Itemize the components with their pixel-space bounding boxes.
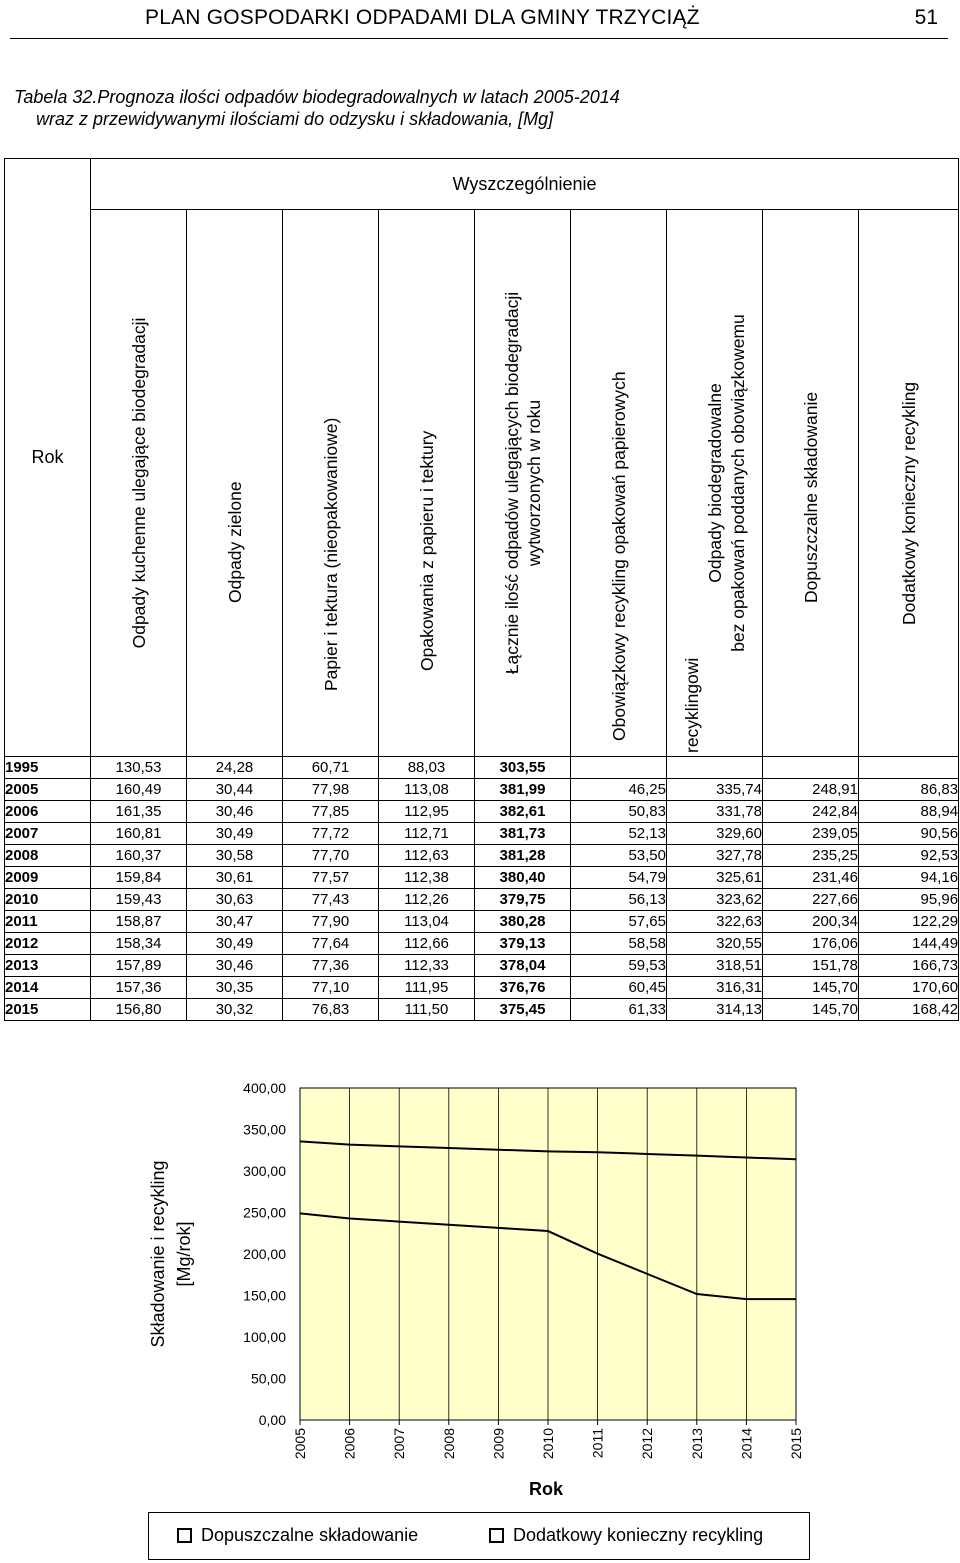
table-row xyxy=(5,801,959,823)
value-cell: 160,49 xyxy=(91,779,187,801)
value-cell xyxy=(571,757,667,779)
y-tick-label: 150,00 xyxy=(243,1287,286,1304)
table-row xyxy=(5,757,959,779)
value-cell: 24,28 xyxy=(187,757,283,779)
col-header-recykling: Dodatkowy konieczny recykling xyxy=(859,210,959,757)
value-cell: 327,78 xyxy=(667,845,763,867)
value-cell: 77,36 xyxy=(283,955,379,977)
value-cell: 381,99 xyxy=(475,779,571,801)
table-row xyxy=(5,867,959,889)
year-cell: 2014 xyxy=(5,977,91,999)
value-cell: 112,71 xyxy=(379,823,475,845)
table-row xyxy=(5,823,959,845)
chart xyxy=(0,1070,960,1563)
value-cell: 200,34 xyxy=(763,911,859,933)
value-cell: 316,31 xyxy=(667,977,763,999)
year-cell: 1995 xyxy=(5,757,91,779)
value-cell: 111,95 xyxy=(379,977,475,999)
value-cell: 335,74 xyxy=(667,779,763,801)
table-row xyxy=(5,911,959,933)
value-cell: 379,75 xyxy=(475,889,571,911)
year-cell: 2012 xyxy=(5,933,91,955)
col-header-papier: Papier i tektura (nieopakowaniowe) xyxy=(283,210,379,757)
value-cell: 112,26 xyxy=(379,889,475,911)
value-cell: 170,60 xyxy=(859,977,959,999)
col-header-zielone: Odpady zielone xyxy=(187,210,283,757)
table-row xyxy=(5,977,959,999)
value-cell: 30,32 xyxy=(187,999,283,1021)
chart-svg xyxy=(0,1070,960,1510)
year-cell: 2007 xyxy=(5,823,91,845)
value-cell: 158,87 xyxy=(91,911,187,933)
value-cell: 60,71 xyxy=(283,757,379,779)
value-cell: 30,49 xyxy=(187,823,283,845)
value-cell: 314,13 xyxy=(667,999,763,1021)
value-cell: 145,70 xyxy=(763,999,859,1021)
value-cell: 30,58 xyxy=(187,845,283,867)
value-cell: 61,33 xyxy=(571,999,667,1021)
value-cell: 52,13 xyxy=(571,823,667,845)
y-tick-label: 200,00 xyxy=(243,1246,286,1262)
rok-header: Rok xyxy=(5,159,91,757)
value-cell: 322,63 xyxy=(667,911,763,933)
page-header xyxy=(10,0,948,39)
y-axis-label-line-1: Składowanie i recykling xyxy=(148,1160,168,1348)
value-cell: 77,64 xyxy=(283,933,379,955)
value-cell: 242,84 xyxy=(763,801,859,823)
table-row xyxy=(5,955,959,977)
y-tick-label: 100,00 xyxy=(243,1329,286,1345)
value-cell: 30,35 xyxy=(187,977,283,999)
value-cell xyxy=(763,757,859,779)
value-cell: 77,98 xyxy=(283,779,379,801)
value-cell: 90,56 xyxy=(859,823,959,845)
year-cell: 2010 xyxy=(5,889,91,911)
value-cell: 375,45 xyxy=(475,999,571,1021)
year-cell: 2008 xyxy=(5,845,91,867)
group-header: Wyszczególnienie xyxy=(91,159,959,210)
y-tick-label: 350,00 xyxy=(243,1121,286,1138)
value-cell: 77,85 xyxy=(283,801,379,823)
value-cell: 235,25 xyxy=(763,845,859,867)
table-row xyxy=(5,933,959,955)
value-cell: 320,55 xyxy=(667,933,763,955)
value-cell: 77,90 xyxy=(283,911,379,933)
value-cell: 57,65 xyxy=(571,911,667,933)
value-cell: 30,63 xyxy=(187,889,283,911)
value-cell: 381,28 xyxy=(475,845,571,867)
col-header-skladowanie: Dopuszczalne składowanie xyxy=(763,210,859,757)
value-cell: 381,73 xyxy=(475,823,571,845)
value-cell: 331,78 xyxy=(667,801,763,823)
value-cell: 145,70 xyxy=(763,977,859,999)
year-cell: 2005 xyxy=(5,779,91,801)
value-cell: 157,36 xyxy=(91,977,187,999)
value-cell xyxy=(667,757,763,779)
value-cell: 50,83 xyxy=(571,801,667,823)
header-title: PLAN GOSPODARKI ODPADAMI DLA GMINY TRZYCIĄŻ xyxy=(145,6,700,29)
value-cell: 77,72 xyxy=(283,823,379,845)
value-cell: 112,95 xyxy=(379,801,475,823)
value-cell: 160,37 xyxy=(91,845,187,867)
year-cell: 2009 xyxy=(5,867,91,889)
year-cell: 2011 xyxy=(5,911,91,933)
value-cell: 94,16 xyxy=(859,867,959,889)
y-tick-label: 50,00 xyxy=(250,1370,286,1387)
value-cell: 161,35 xyxy=(91,801,187,823)
value-cell: 248,91 xyxy=(763,779,859,801)
value-cell: 380,40 xyxy=(475,867,571,889)
value-cell: 231,46 xyxy=(763,867,859,889)
value-cell: 77,57 xyxy=(283,867,379,889)
value-cell: 56,13 xyxy=(571,889,667,911)
value-cell: 88,94 xyxy=(859,801,959,823)
value-cell: 151,78 xyxy=(763,955,859,977)
value-cell: 166,73 xyxy=(859,955,959,977)
x-tick-label: 2014 xyxy=(738,1428,755,1460)
table-caption xyxy=(14,86,620,130)
value-cell: 158,34 xyxy=(91,933,187,955)
y-tick-label: 400,00 xyxy=(243,1080,286,1096)
value-cell: 157,89 xyxy=(91,955,187,977)
col-header-obowiazkowy: Obowiązkowy recykling opakowań papierowych xyxy=(571,210,667,757)
legend-swatch-icon xyxy=(489,1528,504,1543)
value-cell: 380,28 xyxy=(475,911,571,933)
x-tick-label: 2013 xyxy=(688,1428,705,1460)
value-cell: 77,43 xyxy=(283,889,379,911)
chart-legend xyxy=(148,1512,810,1560)
y-tick-label: 250,00 xyxy=(243,1204,286,1221)
caption-line-2: wraz z przewidywanymi ilościami do odzysku i składowania, [Mg] xyxy=(36,109,554,129)
value-cell: 122,29 xyxy=(859,911,959,933)
x-tick-label: 2012 xyxy=(639,1428,656,1460)
legend-item-recykling: Dodatkowy konieczny recykling xyxy=(489,1525,763,1546)
col-header-kuchenne: Odpady kuchenne ulegające biodegradacji xyxy=(91,210,187,757)
value-cell: 111,50 xyxy=(379,999,475,1021)
value-cell: 318,51 xyxy=(667,955,763,977)
value-cell: 168,42 xyxy=(859,999,959,1021)
value-cell: 130,53 xyxy=(91,757,187,779)
y-tick-label: 300,00 xyxy=(243,1163,286,1179)
x-tick-label: 2015 xyxy=(788,1428,804,1460)
year-cell: 2006 xyxy=(5,801,91,823)
value-cell: 160,81 xyxy=(91,823,187,845)
year-cell: 2013 xyxy=(5,955,91,977)
value-cell: 76,83 xyxy=(283,999,379,1021)
table-row xyxy=(5,779,959,801)
value-cell: 92,53 xyxy=(859,845,959,867)
value-cell: 329,60 xyxy=(667,823,763,845)
value-cell: 30,49 xyxy=(187,933,283,955)
value-cell xyxy=(859,757,959,779)
table-row xyxy=(5,999,959,1021)
value-cell: 30,44 xyxy=(187,779,283,801)
year-cell: 2015 xyxy=(5,999,91,1021)
value-cell: 46,25 xyxy=(571,779,667,801)
value-cell: 59,53 xyxy=(571,955,667,977)
x-tick-label: 2007 xyxy=(391,1428,408,1460)
col-header-bez-opakowan: recyklingowi Odpady biodegradowalne bez opakowań poddanych obowiązkowemu xyxy=(667,210,763,757)
x-tick-label: 2005 xyxy=(292,1428,308,1460)
table-body xyxy=(5,757,959,1021)
value-cell: 30,46 xyxy=(187,955,283,977)
value-cell: 77,70 xyxy=(283,845,379,867)
legend-item-skladowanie: Dopuszczalne składowanie xyxy=(177,1525,418,1546)
value-cell: 323,62 xyxy=(667,889,763,911)
data-table xyxy=(4,158,959,1021)
x-tick-label: 2011 xyxy=(589,1428,606,1459)
legend-swatch-icon xyxy=(177,1528,192,1543)
x-axis-label: Rok xyxy=(528,1479,564,1499)
x-tick-label: 2009 xyxy=(490,1428,507,1460)
value-cell: 88,03 xyxy=(379,757,475,779)
table-row xyxy=(5,889,959,911)
value-cell: 77,10 xyxy=(283,977,379,999)
value-cell: 30,61 xyxy=(187,867,283,889)
value-cell: 378,04 xyxy=(475,955,571,977)
value-cell: 382,61 xyxy=(475,801,571,823)
x-tick-label: 2006 xyxy=(341,1428,358,1460)
value-cell: 112,63 xyxy=(379,845,475,867)
value-cell: 30,47 xyxy=(187,911,283,933)
page-number: 51 xyxy=(914,6,938,29)
table-row xyxy=(5,845,959,867)
value-cell: 159,84 xyxy=(91,867,187,889)
value-cell: 303,55 xyxy=(475,757,571,779)
value-cell: 113,04 xyxy=(379,911,475,933)
value-cell: 60,45 xyxy=(571,977,667,999)
value-cell: 159,43 xyxy=(91,889,187,911)
x-tick-label: 2008 xyxy=(440,1428,457,1460)
value-cell: 239,05 xyxy=(763,823,859,845)
caption-line-1: Tabela 32.Prognoza ilości odpadów biodegradowalnych w latach 2005-2014 xyxy=(14,87,620,107)
value-cell: 95,96 xyxy=(859,889,959,911)
value-cell: 176,06 xyxy=(763,933,859,955)
value-cell: 53,50 xyxy=(571,845,667,867)
col-header-opakowania: Opakowania z papieru i tektury xyxy=(379,210,475,757)
value-cell: 86,83 xyxy=(859,779,959,801)
value-cell: 144,49 xyxy=(859,933,959,955)
x-tick-label: 2010 xyxy=(540,1428,556,1460)
value-cell: 112,66 xyxy=(379,933,475,955)
value-cell: 30,46 xyxy=(187,801,283,823)
y-tick-label: 0,00 xyxy=(258,1412,286,1428)
value-cell: 156,80 xyxy=(91,999,187,1021)
y-axis-label-line-2: [Mg/rok] xyxy=(174,1221,194,1287)
value-cell: 376,76 xyxy=(475,977,571,999)
value-cell: 379,13 xyxy=(475,933,571,955)
value-cell: 112,38 xyxy=(379,867,475,889)
value-cell: 112,33 xyxy=(379,955,475,977)
col-header-lacznie: Łącznie ilość odpadów ulegających biodegradacji wytworzonych w roku xyxy=(475,210,571,757)
value-cell: 325,61 xyxy=(667,867,763,889)
value-cell: 54,79 xyxy=(571,867,667,889)
value-cell: 227,66 xyxy=(763,889,859,911)
value-cell: 113,08 xyxy=(379,779,475,801)
value-cell: 58,58 xyxy=(571,933,667,955)
